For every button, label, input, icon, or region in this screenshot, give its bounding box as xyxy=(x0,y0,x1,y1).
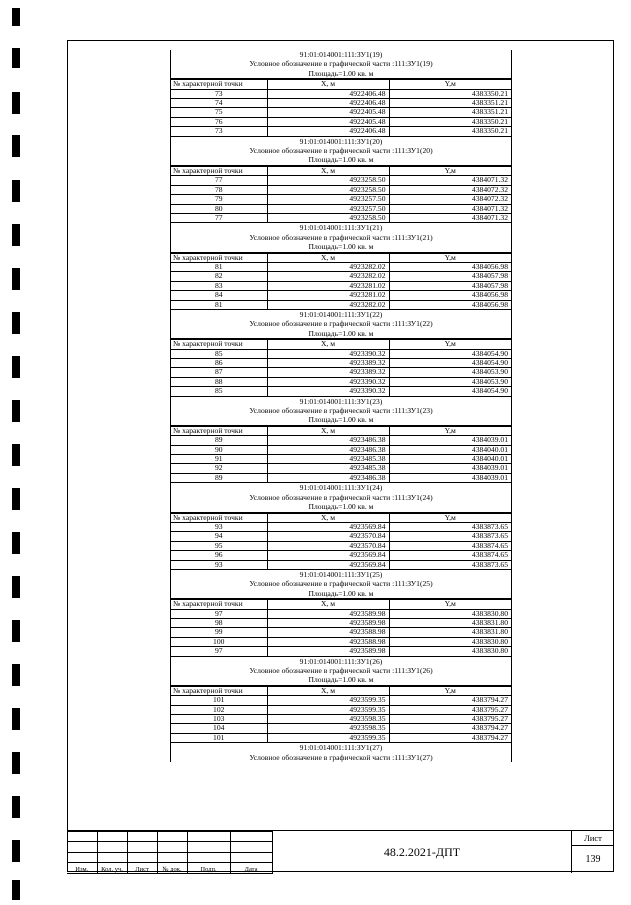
cadastral-number: 91:01:014001:111:ЗУ1(27) xyxy=(299,743,383,753)
coord-y: 4383830.80 xyxy=(389,647,511,656)
header-point: № характерной точки xyxy=(171,600,267,609)
table-row xyxy=(171,541,511,550)
header-x: X, м xyxy=(267,80,389,89)
plot-header xyxy=(171,743,511,762)
table-row xyxy=(171,522,511,531)
points-table xyxy=(171,339,511,396)
coord-x: 4922406.48 xyxy=(267,127,389,136)
table-row xyxy=(171,715,511,724)
table-header-row xyxy=(171,426,511,435)
point-number: 97 xyxy=(171,647,267,656)
binder-mark xyxy=(12,488,20,510)
binder-mark xyxy=(12,444,20,466)
header-x: X, м xyxy=(267,600,389,609)
binder-mark xyxy=(12,752,20,774)
point-number: 82 xyxy=(171,272,267,281)
point-number: 74 xyxy=(171,99,267,108)
cadastral-number: 91:01:014001:111:ЗУ1(19) xyxy=(299,50,383,59)
table-row xyxy=(171,204,511,213)
header-x: X, м xyxy=(267,686,389,695)
coord-x: 4923569.84 xyxy=(267,522,389,531)
table-row xyxy=(171,117,511,126)
table-row xyxy=(171,628,511,637)
header-point: № характерной точки xyxy=(171,253,267,262)
document-code: 48.2.2021-ДПТ xyxy=(272,831,572,873)
binder-mark xyxy=(12,8,20,26)
table-row xyxy=(171,647,511,656)
stamp-label-podp: Подп. xyxy=(187,863,230,873)
point-number: 80 xyxy=(171,204,267,213)
binder-mark xyxy=(12,356,20,378)
point-number: 73 xyxy=(171,127,267,136)
table-row xyxy=(171,532,511,541)
table-row xyxy=(171,195,511,204)
graphic-designation: Условное обозначение в графической части :111:ЗУ1(22) xyxy=(249,319,433,329)
point-number: 79 xyxy=(171,195,267,204)
coord-y: 4384072.32 xyxy=(389,195,511,204)
coord-y: 4384056.98 xyxy=(389,300,511,309)
plot-area: Площадь=1.00 кв. м xyxy=(308,502,374,512)
header-x: X, м xyxy=(267,426,389,435)
table-row xyxy=(171,387,511,396)
header-point: № характерной точки xyxy=(171,513,267,522)
point-number: 100 xyxy=(171,637,267,646)
coord-x: 4922406.48 xyxy=(267,99,389,108)
table-row xyxy=(171,176,511,185)
coord-y: 4384039.01 xyxy=(389,436,511,445)
point-number: 77 xyxy=(171,213,267,222)
point-number: 90 xyxy=(171,445,267,454)
point-number: 87 xyxy=(171,368,267,377)
coord-y: 4383351.21 xyxy=(389,108,511,117)
table-row xyxy=(171,281,511,290)
coord-x: 4923570.84 xyxy=(267,541,389,550)
graphic-designation: Условное обозначение в графической части :111:ЗУ1(27) xyxy=(249,752,433,762)
coord-x: 4923390.32 xyxy=(267,377,389,386)
table-header-row xyxy=(171,600,511,609)
coord-y: 4383873.65 xyxy=(389,560,511,569)
plot-area: Площадь=1.00 кв. м xyxy=(308,675,374,685)
revision-grid xyxy=(67,831,273,874)
coord-y: 4383794.27 xyxy=(389,724,511,733)
point-number: 101 xyxy=(171,733,267,742)
point-number: 92 xyxy=(171,464,267,473)
coord-x: 4923485.38 xyxy=(267,464,389,473)
point-number: 76 xyxy=(171,117,267,126)
point-number: 93 xyxy=(171,522,267,531)
coord-x: 4923570.84 xyxy=(267,532,389,541)
point-number: 98 xyxy=(171,618,267,627)
table-row xyxy=(171,127,511,136)
point-number: 101 xyxy=(171,696,267,705)
binder-mark xyxy=(12,796,20,818)
plot-area: Площадь=1.00 кв. м xyxy=(308,328,374,338)
plot-area: Площадь=1.00 кв. м xyxy=(308,68,374,78)
plot-header xyxy=(171,50,511,79)
header-y: Y,м xyxy=(389,600,511,609)
table-row xyxy=(171,464,511,473)
header-point: № характерной точки xyxy=(171,166,267,175)
coord-y: 4383351.21 xyxy=(389,99,511,108)
coord-y: 4384039.01 xyxy=(389,464,511,473)
coord-x: 4923589.98 xyxy=(267,609,389,618)
header-x: X, м xyxy=(267,513,389,522)
points-table xyxy=(171,599,511,656)
header-point: № характерной точки xyxy=(171,80,267,89)
table-row xyxy=(171,99,511,108)
point-number: 88 xyxy=(171,377,267,386)
plot-area: Площадь=1.00 кв. м xyxy=(308,155,374,165)
plot-header xyxy=(171,483,511,512)
table-row xyxy=(171,185,511,194)
coord-x: 4923486.38 xyxy=(267,436,389,445)
point-number: 81 xyxy=(171,300,267,309)
point-number: 99 xyxy=(171,628,267,637)
binder-mark xyxy=(12,268,20,290)
header-x: X, м xyxy=(267,166,389,175)
table-row xyxy=(171,262,511,271)
coord-y: 4384072.32 xyxy=(389,185,511,194)
coord-x: 4923485.38 xyxy=(267,455,389,464)
coord-y: 4383795.27 xyxy=(389,705,511,714)
coord-x: 4923281.02 xyxy=(267,281,389,290)
points-table xyxy=(171,513,511,570)
table-row xyxy=(171,618,511,627)
coord-y: 4384039.01 xyxy=(389,473,511,482)
coord-x: 4923486.38 xyxy=(267,445,389,454)
header-x: X, м xyxy=(267,340,389,349)
point-number: 93 xyxy=(171,560,267,569)
coord-x: 4923282.02 xyxy=(267,300,389,309)
plot-header xyxy=(171,570,511,599)
coord-x: 4923589.98 xyxy=(267,647,389,656)
cadastral-number: 91:01:014001:111:ЗУ1(23) xyxy=(299,396,383,406)
coord-y: 4383794.27 xyxy=(389,696,511,705)
coord-y: 4384071.32 xyxy=(389,176,511,185)
coord-x: 4923588.98 xyxy=(267,637,389,646)
graphic-designation: Условное обозначение в графической части :111:ЗУ1(20) xyxy=(249,146,433,156)
graphic-designation: Условное обозначение в графической части :111:ЗУ1(25) xyxy=(249,579,433,589)
binder-mark xyxy=(12,620,20,642)
cadastral-number: 91:01:014001:111:ЗУ1(22) xyxy=(299,309,383,319)
coord-y: 4383350.21 xyxy=(389,117,511,126)
point-number: 77 xyxy=(171,176,267,185)
coord-x: 4923599.35 xyxy=(267,733,389,742)
table-row xyxy=(171,349,511,358)
stamp-label-kol-uch: Кол. уч. xyxy=(97,863,127,873)
table-row xyxy=(171,455,511,464)
point-number: 91 xyxy=(171,455,267,464)
binder-mark xyxy=(12,880,20,900)
table-row xyxy=(171,436,511,445)
point-number: 81 xyxy=(171,262,267,271)
table-row xyxy=(171,89,511,98)
coord-x: 4923282.02 xyxy=(267,262,389,271)
point-number: 94 xyxy=(171,532,267,541)
coord-x: 4923599.35 xyxy=(267,705,389,714)
point-number: 75 xyxy=(171,108,267,117)
table-row xyxy=(171,551,511,560)
table-header-row xyxy=(171,166,511,175)
stamp-label-data: Дата xyxy=(230,863,272,873)
points-table xyxy=(171,253,511,310)
table-row xyxy=(171,377,511,386)
coord-y: 4384054.90 xyxy=(389,387,511,396)
coord-y: 4383830.80 xyxy=(389,637,511,646)
coord-x: 4923569.84 xyxy=(267,551,389,560)
point-number: 85 xyxy=(171,349,267,358)
header-y: Y,м xyxy=(389,686,511,695)
binder-mark xyxy=(12,224,20,246)
coord-x: 4923389.32 xyxy=(267,368,389,377)
header-y: Y,м xyxy=(389,80,511,89)
table-row xyxy=(171,560,511,569)
point-number: 89 xyxy=(171,473,267,482)
title-block xyxy=(67,830,614,872)
coord-y: 4384053.90 xyxy=(389,368,511,377)
binder-mark xyxy=(12,312,20,334)
cadastral-number: 91:01:014001:111:ЗУ1(21) xyxy=(299,223,383,233)
binder-mark xyxy=(12,400,20,422)
table-row xyxy=(171,359,511,368)
header-y: Y,м xyxy=(389,426,511,435)
coord-y: 4384054.90 xyxy=(389,359,511,368)
point-number: 95 xyxy=(171,541,267,550)
plot-header xyxy=(171,223,511,252)
plot-area: Площадь=1.00 кв. м xyxy=(308,415,374,425)
table-row xyxy=(171,300,511,309)
coord-y: 4383831.80 xyxy=(389,618,511,627)
table-header-row xyxy=(171,80,511,89)
binder-mark xyxy=(12,664,20,686)
graphic-designation: Условное обозначение в графической части :111:ЗУ1(21) xyxy=(249,232,433,242)
plot-header xyxy=(171,397,511,426)
table-header-row xyxy=(171,340,511,349)
point-number: 96 xyxy=(171,551,267,560)
coord-y: 4383350.21 xyxy=(389,89,511,98)
coord-x: 4923588.98 xyxy=(267,628,389,637)
coord-y: 4383874.65 xyxy=(389,551,511,560)
coord-y: 4383795.27 xyxy=(389,715,511,724)
table-row xyxy=(171,368,511,377)
plot-area: Площадь=1.00 кв. м xyxy=(308,242,374,252)
point-number: 104 xyxy=(171,724,267,733)
coord-y: 4384057.98 xyxy=(389,272,511,281)
coord-y: 4384056.98 xyxy=(389,291,511,300)
plot-header xyxy=(171,310,511,339)
coord-x: 4923569.84 xyxy=(267,560,389,569)
table-header-row xyxy=(171,253,511,262)
table-row xyxy=(171,108,511,117)
coord-y: 4383350.21 xyxy=(389,127,511,136)
plot-area: Площадь=1.00 кв. м xyxy=(308,588,374,598)
header-point: № характерной точки xyxy=(171,426,267,435)
coord-x: 4923258.50 xyxy=(267,185,389,194)
points-table xyxy=(171,166,511,223)
coord-x: 4923257.50 xyxy=(267,195,389,204)
coord-y: 4384053.90 xyxy=(389,377,511,386)
coord-y: 4383874.65 xyxy=(389,541,511,550)
binder-mark xyxy=(12,840,20,862)
table-row xyxy=(171,696,511,705)
points-table xyxy=(171,426,511,483)
point-number: 84 xyxy=(171,291,267,300)
plot-header xyxy=(171,657,511,686)
point-number: 86 xyxy=(171,359,267,368)
coord-y: 4383830.80 xyxy=(389,609,511,618)
plot-header xyxy=(171,137,511,166)
point-number: 89 xyxy=(171,436,267,445)
coord-x: 4923390.32 xyxy=(267,387,389,396)
graphic-designation: Условное обозначение в графической части :111:ЗУ1(19) xyxy=(249,59,433,69)
coord-x: 4922405.48 xyxy=(267,108,389,117)
coord-x: 4923599.35 xyxy=(267,696,389,705)
stamp-label-list: Лист xyxy=(127,863,157,873)
point-number: 78 xyxy=(171,185,267,194)
points-table xyxy=(171,686,511,743)
coord-y: 4383794.27 xyxy=(389,733,511,742)
binder-mark xyxy=(12,135,20,157)
header-y: Y,м xyxy=(389,253,511,262)
coord-y: 4383873.65 xyxy=(389,522,511,531)
coord-x: 4923589.98 xyxy=(267,618,389,627)
table-header-row xyxy=(171,513,511,522)
coord-y: 4384054.90 xyxy=(389,349,511,358)
coord-x: 4923258.50 xyxy=(267,213,389,222)
coord-x: 4923282.02 xyxy=(267,272,389,281)
coord-y: 4384040.01 xyxy=(389,445,511,454)
coord-x: 4923389.32 xyxy=(267,359,389,368)
binder-mark xyxy=(12,48,20,68)
sheet-label: Лист xyxy=(572,831,614,846)
table-row xyxy=(171,272,511,281)
stamp-label-doc: № док. xyxy=(157,863,187,873)
coord-x: 4923598.35 xyxy=(267,724,389,733)
header-x: X, м xyxy=(267,253,389,262)
table-row xyxy=(171,733,511,742)
cadastral-number: 91:01:014001:111:ЗУ1(20) xyxy=(299,136,383,146)
coord-x: 4923257.50 xyxy=(267,204,389,213)
graphic-designation: Условное обозначение в графической части :111:ЗУ1(23) xyxy=(249,406,433,416)
table-header-row xyxy=(171,686,511,695)
header-point: № характерной точки xyxy=(171,686,267,695)
point-number: 97 xyxy=(171,609,267,618)
coord-y: 4383831.80 xyxy=(389,628,511,637)
graphic-designation: Условное обозначение в графической части :111:ЗУ1(24) xyxy=(249,492,433,502)
binder-mark xyxy=(12,532,20,554)
header-y: Y,м xyxy=(389,166,511,175)
header-y: Y,м xyxy=(389,340,511,349)
point-number: 73 xyxy=(171,89,267,98)
table-row xyxy=(171,291,511,300)
coordinates-table xyxy=(170,50,512,762)
binder-mark xyxy=(12,180,20,202)
coord-y: 4384071.32 xyxy=(389,204,511,213)
sheet-number: 139 xyxy=(585,854,601,865)
cadastral-number: 91:01:014001:111:ЗУ1(24) xyxy=(299,483,383,493)
coord-y: 4383873.65 xyxy=(389,532,511,541)
binder-mark xyxy=(12,576,20,598)
table-row xyxy=(171,445,511,454)
cadastral-number: 91:01:014001:111:ЗУ1(25) xyxy=(299,569,383,579)
coord-y: 4384040.01 xyxy=(389,455,511,464)
point-number: 102 xyxy=(171,705,267,714)
coord-x: 4922405.48 xyxy=(267,117,389,126)
table-row xyxy=(171,724,511,733)
cadastral-number: 91:01:014001:111:ЗУ1(26) xyxy=(299,656,383,666)
binder-mark xyxy=(12,708,20,730)
points-table xyxy=(171,79,511,136)
table-row xyxy=(171,473,511,482)
coord-y: 4384057.98 xyxy=(389,281,511,290)
graphic-designation: Условное обозначение в графической части :111:ЗУ1(26) xyxy=(249,666,433,675)
coord-y: 4384056.98 xyxy=(389,262,511,271)
coord-x: 4923258.50 xyxy=(267,176,389,185)
point-number: 83 xyxy=(171,281,267,290)
table-row xyxy=(171,609,511,618)
header-y: Y,м xyxy=(389,513,511,522)
header-point: № характерной точки xyxy=(171,340,267,349)
table-row xyxy=(171,213,511,222)
coord-x: 4922406.48 xyxy=(267,89,389,98)
point-number: 85 xyxy=(171,387,267,396)
sheet-number-box xyxy=(572,831,614,873)
table-row xyxy=(171,705,511,714)
coord-x: 4923390.32 xyxy=(267,349,389,358)
coord-y: 4384071.32 xyxy=(389,213,511,222)
coord-x: 4923598.35 xyxy=(267,715,389,724)
binder-mark xyxy=(12,92,20,114)
coord-x: 4923486.38 xyxy=(267,473,389,482)
coord-x: 4923281.02 xyxy=(267,291,389,300)
table-row xyxy=(171,637,511,646)
point-number: 103 xyxy=(171,715,267,724)
stamp-label-izm: Изм. xyxy=(67,863,97,873)
